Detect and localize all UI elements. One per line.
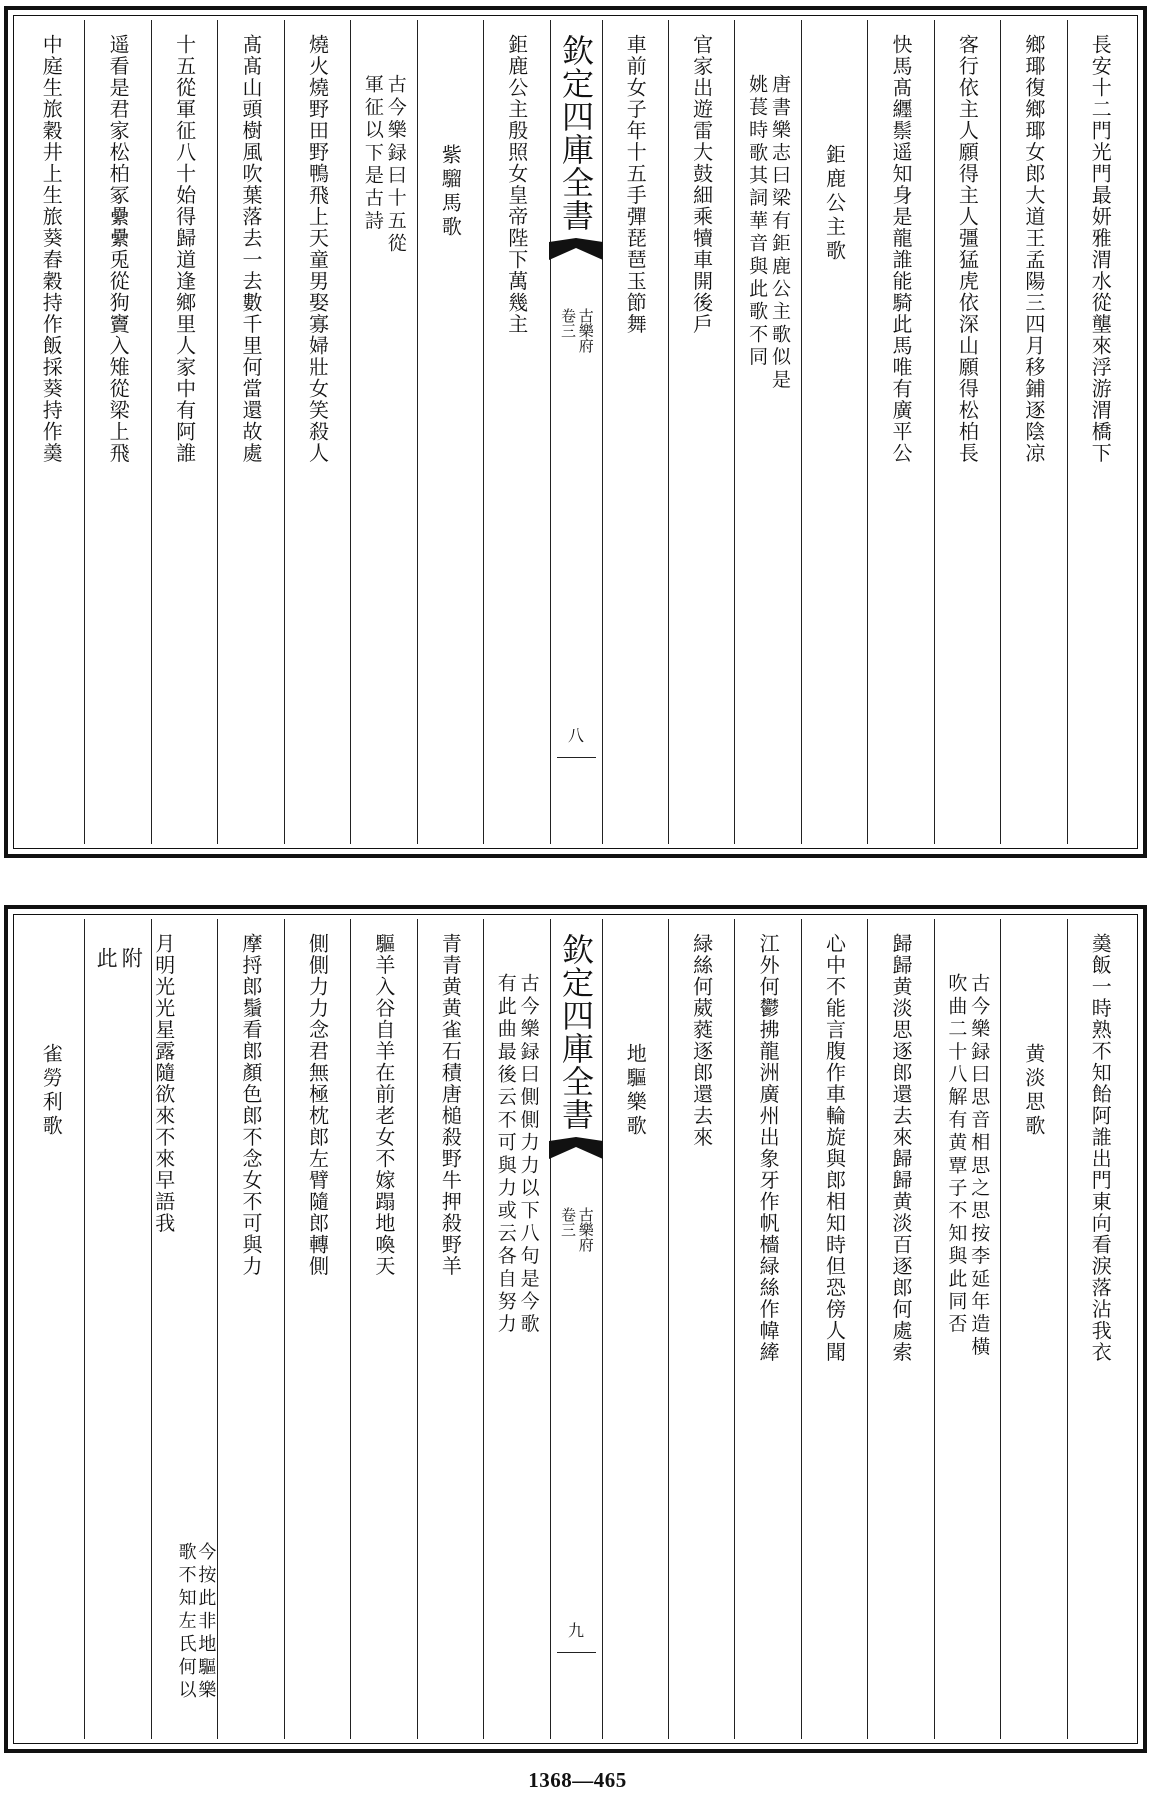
column-text: 心中不能言腹作車輪旋與郎相知時但恐傍人聞	[822, 933, 847, 1363]
spine-meta-text: 古樂府	[576, 308, 595, 353]
column-text: 十五從軍征八十始得歸道逢鄉里人家中有阿誰	[172, 34, 197, 464]
text-column	[1067, 20, 1133, 844]
text-column	[417, 919, 483, 1739]
inline-annotation	[176, 933, 216, 1739]
text-column	[483, 20, 549, 844]
spine-rule	[557, 1652, 596, 1653]
commentary-line: 軍征以下是古詩	[361, 74, 384, 233]
commentary-line: 古今樂録曰十五從	[384, 74, 407, 256]
spine-meta-text: 卷三	[559, 1207, 577, 1237]
top-page	[4, 6, 1147, 858]
column-text: 鉅鹿公主殷照女皇帝陛下萬幾主	[504, 34, 529, 335]
bottom-page	[4, 905, 1147, 1753]
poem-title: 黄淡思歌	[1021, 1043, 1046, 1139]
column-text: 遥看是君家松柏冢纍纍兎從狗竇入雉從梁上飛	[106, 34, 131, 464]
center-fold-spine	[550, 20, 602, 844]
commentary-line: 附	[119, 947, 144, 972]
spine-meta	[559, 308, 593, 353]
text-column	[867, 20, 933, 844]
commentary-column	[734, 20, 800, 844]
text-column	[668, 919, 734, 1739]
commentary-line: 姚萇時歌其詞華音與此歌不同	[746, 74, 769, 370]
spine-book-title: 欽定四庫全書	[557, 34, 595, 232]
commentary-line: 古今樂録曰側側力力以下八句是今歌	[517, 973, 540, 1337]
commentary-line: 古今樂録曰思音相思之思按李延年造橫	[968, 973, 991, 1359]
text-column	[602, 20, 668, 844]
poem-title-column	[417, 20, 483, 844]
text-column	[1067, 919, 1133, 1739]
text-column	[801, 919, 867, 1739]
bottom-columns	[18, 919, 1133, 1739]
spine-meta	[559, 1207, 593, 1252]
column-text: 羮飯一時熟不知飴阿誰出門東向看淚落沾我衣	[1088, 933, 1113, 1363]
text-column	[284, 919, 350, 1739]
poem-title: 地驅樂歌	[623, 1043, 648, 1139]
column-text: 官家出遊雷大鼓細乘犢車開後戶	[689, 34, 714, 335]
poem-title-column	[1000, 919, 1066, 1739]
poem-title-column	[18, 919, 84, 1739]
text-column	[151, 20, 217, 844]
top-columns	[18, 20, 1133, 844]
commentary-column	[483, 919, 549, 1739]
column-text: 客行依主人願得主人彊猛虎依深山願得松柏長	[955, 34, 980, 464]
column-text: 側側力力念君無極枕郎左臂隨郎轉側	[305, 933, 330, 1277]
text-column	[217, 20, 283, 844]
poem-title: 紫騮馬歌	[438, 144, 463, 240]
commentary-line: 有此曲最後云不可與力或云各自努力	[494, 973, 517, 1337]
text-column	[18, 20, 84, 844]
spine-book-title: 欽定四庫全書	[557, 933, 595, 1131]
annotation-line: 歌不知左氏何以	[175, 1542, 197, 1703]
text-column	[151, 919, 217, 1739]
column-text: 摩捋郎鬚看郎顏色郎不念女不可與力	[239, 933, 264, 1277]
center-fold-spine	[550, 919, 602, 1739]
column-text: 青青黄黄雀石積唐槌殺野牛押殺野羊	[438, 933, 463, 1277]
text-column	[350, 919, 416, 1739]
commentary-line: 此	[94, 947, 119, 972]
column-text: 月明光光星露隨欲來不來早語我	[151, 933, 176, 1234]
poem-title: 雀勞利歌	[39, 1043, 64, 1139]
poem-title-column	[801, 20, 867, 844]
commentary-column	[84, 919, 150, 1739]
commentary-column	[934, 919, 1000, 1739]
annotation-line: 今按此非地驅樂	[195, 1542, 217, 1703]
column-text: 緑絲何葳蕤逐郎還去來	[689, 933, 714, 1148]
page-footer-number: 1368—465	[528, 1768, 627, 1792]
text-column	[668, 20, 734, 844]
spine-rule	[557, 757, 596, 758]
text-column	[284, 20, 350, 844]
text-column	[734, 919, 800, 1739]
column-text: 中庭生旅穀井上生旅葵舂穀持作飯採葵持作羮	[39, 34, 64, 464]
text-column	[1000, 20, 1066, 844]
text-column	[217, 919, 283, 1739]
text-column	[84, 20, 150, 844]
column-text: 車前女子年十五手彈琵琶玉節舞	[623, 34, 648, 335]
column-text: 驅羊入谷自羊在前老女不嫁蹋地喚天	[371, 933, 396, 1277]
commentary-column	[350, 20, 416, 844]
folio-number: 九	[567, 1621, 584, 1640]
poem-title-column	[602, 919, 668, 1739]
folio-number: 八	[567, 726, 584, 745]
column-text: 髙髙山頭樹風吹葉落去一去數千里何當還故處	[239, 34, 264, 464]
poem-title: 鉅鹿公主歌	[822, 144, 847, 264]
commentary-line: 唐書樂志曰梁有鉅鹿公主歌似是	[768, 74, 791, 392]
column-text: 燒火燒野田野鴨飛上天童男娶寡婦壯女笑殺人	[305, 34, 330, 464]
fishtail-mark	[549, 238, 603, 272]
column-text: 長安十二門光門最妍雅渭水從壟來浮游渭橋下	[1088, 34, 1113, 464]
column-text: 歸歸黄淡思逐郎還去來歸歸黄淡百逐郎何處索	[888, 933, 913, 1363]
text-column	[934, 20, 1000, 844]
commentary-line: 吹曲二十八解有黄覃子不知與此同否	[945, 973, 968, 1337]
column-text: 快馬髙纒鬃遥知身是龍誰能騎此馬唯有廣平公	[888, 34, 913, 464]
fishtail-mark	[549, 1137, 603, 1171]
text-column	[867, 919, 933, 1739]
spine-meta-text: 古樂府	[576, 1207, 595, 1252]
column-text: 鄉瑘復鄉瑘女郎大道王孟陽三四月移鋪逐陰凉	[1021, 34, 1046, 464]
spine-meta-text: 卷三	[559, 308, 577, 338]
column-text: 江外何鬱拂龍洲廣州出象牙作帆檣緑絲作幃縴	[756, 933, 781, 1363]
